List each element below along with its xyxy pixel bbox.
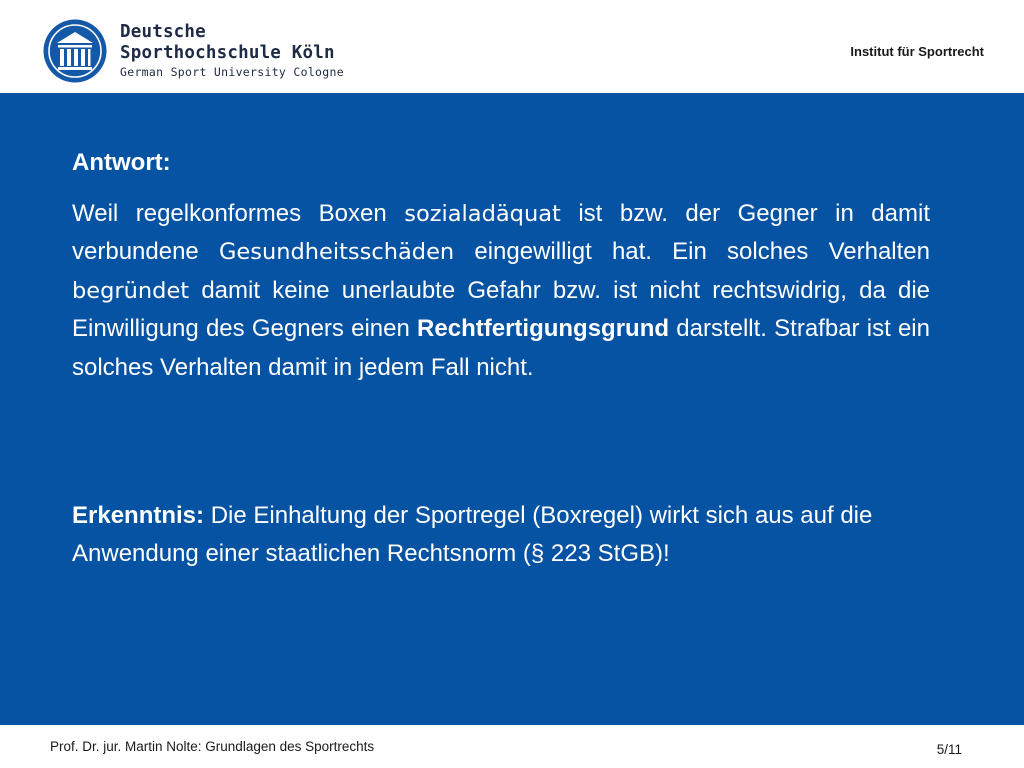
answer-paragraph bbox=[72, 195, 930, 387]
footer bbox=[0, 725, 1024, 768]
page-number: 5/11 bbox=[936, 742, 962, 757]
university-name-english: German Sport University Cologne bbox=[120, 65, 344, 79]
answer-text-part5: darstellt. Strafbar ist ein solches Verhalten damit in jedem Fall nicht. bbox=[72, 315, 930, 381]
footer-author: Prof. Dr. jur. Martin Nolte: Grundlagen des Sportrechts bbox=[50, 739, 375, 754]
insight-paragraph bbox=[72, 497, 942, 574]
university-name-line2: Sporthochschule Köln bbox=[120, 42, 335, 63]
insight-text: Die Einhaltung der Sportregel (Boxregel) wirkt sich aus auf die Anwendung einer staatlichen Rechtsnorm (§ 223 StGB)! bbox=[72, 502, 873, 568]
answer-text-part4: damit keine unerlaubte Gefahr bzw. ist nicht rechtswidrig, da die Einwilligung des Gegners einen bbox=[72, 276, 930, 343]
answer-text-part2: ist bzw. der Gegner in damit verbundene bbox=[72, 200, 930, 266]
university-logo-icon bbox=[42, 18, 108, 84]
answer-text-part3: eingewilligt hat. Ein solches Verhalten bbox=[454, 238, 930, 266]
answer-text-part1: Weil regelkonformes Boxen bbox=[72, 200, 405, 227]
institute-name: Institut für Sportrecht bbox=[850, 44, 984, 59]
term-rechtfertigungsgrund: Rechtfertigungsgrund bbox=[417, 315, 670, 343]
answer-heading: Antwort: bbox=[72, 149, 171, 176]
term-begruendet: begründet bbox=[72, 277, 190, 304]
insight-label: Erkenntnis: bbox=[72, 502, 205, 529]
university-name-line1: Deutsche bbox=[120, 22, 206, 42]
term-sozialadaequat: sozialadäquat bbox=[404, 201, 561, 227]
term-gesundheitsschaeden: Gesundheitsschäden bbox=[218, 239, 455, 266]
university-name bbox=[120, 24, 344, 79]
slide-content bbox=[0, 93, 1024, 725]
header bbox=[0, 0, 1024, 93]
